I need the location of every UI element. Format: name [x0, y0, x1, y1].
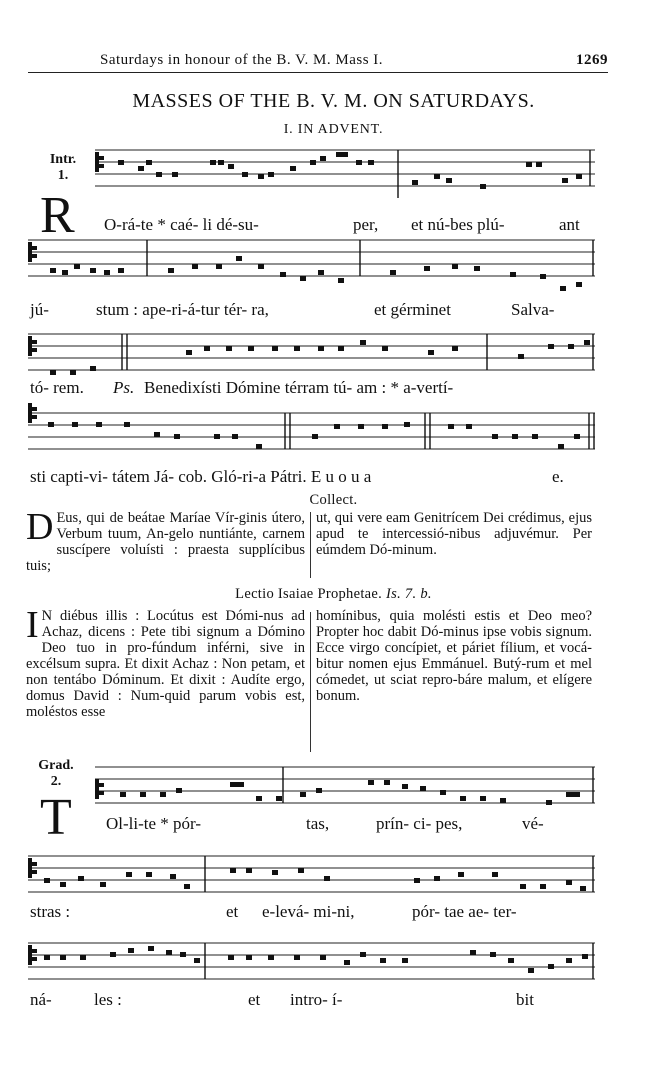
lesson-divider: [310, 612, 311, 752]
gradual-lyric-2c: e-levá- mi-ni,: [262, 902, 355, 921]
lesson-left-text: N diébus illis : Locútus est Dómi-nus ad Achaz, dicens : Pete tibi signum a Dómino Deo tuo in pro-fúndum inférni, sive in excélsum supra. Et dixit Achaz : Non petam, et non tentábo Dóminum. Et dixit : Audíte ergo, domus David : Num-quid parum vobis est, moléstos esse: [26, 608, 305, 720]
introit-lyric-2d: Salva-: [511, 300, 555, 319]
lesson-right-column: [316, 608, 592, 704]
gradual-lyric-3a: ná-: [30, 990, 52, 1009]
collect-divider: [310, 512, 311, 578]
collect-right-text: ut, qui vere eam Genitrícem Dei crédimus, ejus apud te intercessió-nibus adjuvémur. Per eúmdem Dó-minum.: [316, 510, 592, 558]
lesson-heading-row: [0, 586, 667, 603]
introit-number: 1.: [57, 168, 69, 183]
lesson-dropcap: I: [26, 604, 39, 646]
gradual-lyric-2b: et: [226, 902, 239, 921]
lesson-left-column: [26, 604, 305, 720]
gradual-lyric-2a: stras :: [30, 902, 71, 921]
introit-lyric-4b: e.: [552, 467, 564, 486]
introit-lyric-2b: stum : ape-ri-á-tur tér- ra,: [96, 300, 269, 319]
introit-label: Intr.: [49, 152, 77, 167]
introit-lyric-1d: ant: [559, 215, 580, 234]
collect-heading: Collect.: [309, 492, 358, 508]
lesson-right-text: homínibus, quia molésti estis et Deo meo? Propter hoc dabit Dó-minus ipse vobis signum. Ecce virgo concípiet, et páriet fílium, et vocá-bitur nomen ejus Emmánuel. Butý-rum et mel cómedet, ut sciat repro-báre malum, et elígere bonum.: [316, 608, 592, 704]
introit-lyric-1b: per,: [353, 215, 379, 234]
gradual-initial: T: [40, 789, 72, 846]
introit-lyric-3c: Benedixísti Dómine térram tú- am : * a-vertí-: [144, 378, 454, 397]
introit-lyric-4a: sti capti-vi- tátem Já- cob. Gló-ri-a Pátri. E u o u a: [30, 467, 372, 486]
lesson-heading: Lectio Isaiae Prophetae.: [235, 586, 383, 602]
lesson-reference: Is. 7. b.: [386, 586, 432, 602]
introit-lyric-3b: Ps.: [113, 378, 135, 397]
introit-lyric-1c: et nú-bes plú-: [411, 215, 505, 234]
gradual-lyric-1c: prín- ci- pes,: [376, 814, 463, 833]
gradual-lyric-1b: tas,: [306, 814, 330, 833]
collect-dropcap: D: [26, 506, 54, 548]
gradual-label: Grad.: [38, 758, 74, 773]
gradual-lyric-3d: intro- í-: [290, 990, 343, 1009]
introit-lyric-2a: jú-: [30, 300, 49, 319]
page-number: 1269: [576, 52, 608, 68]
page-title: MASSES OF THE B. V. M. ON SATURDAYS.: [132, 90, 535, 112]
gradual-lyric-3e: bit: [516, 990, 534, 1009]
gradual-lyric-1a: Ol-li-te * pór-: [106, 814, 202, 833]
introit-lyric-3a: tó- rem.: [30, 378, 84, 397]
running-title: Saturdays in honour of the B. V. M. Mass I.: [100, 52, 384, 68]
introit-lyric-2c: et gérminet: [374, 300, 451, 319]
introit-initial: R: [40, 187, 75, 244]
collect-left-column: [26, 506, 305, 574]
gradual-lyric-3c: et: [248, 990, 261, 1009]
introit-lyric-1a: O-rá-te * caé- li dé-su-: [104, 215, 259, 234]
gradual-lyric-3b: les :: [94, 990, 122, 1009]
gradual-lyric-2d: pór- tae ae- ter-: [412, 902, 517, 921]
collect-left-text: Eus, qui de beátae Maríae Vír-ginis útero, Verbum tuum, An-gelo nuntiánte, carnem suscípere voluísti : praesta supplícibus tuis;: [26, 510, 305, 574]
collect-right-column: [316, 510, 592, 558]
section-subtitle: I. IN ADVENT.: [283, 122, 384, 137]
gradual-number: 2.: [50, 774, 62, 789]
gradual-lyric-1d: vé-: [522, 814, 544, 833]
